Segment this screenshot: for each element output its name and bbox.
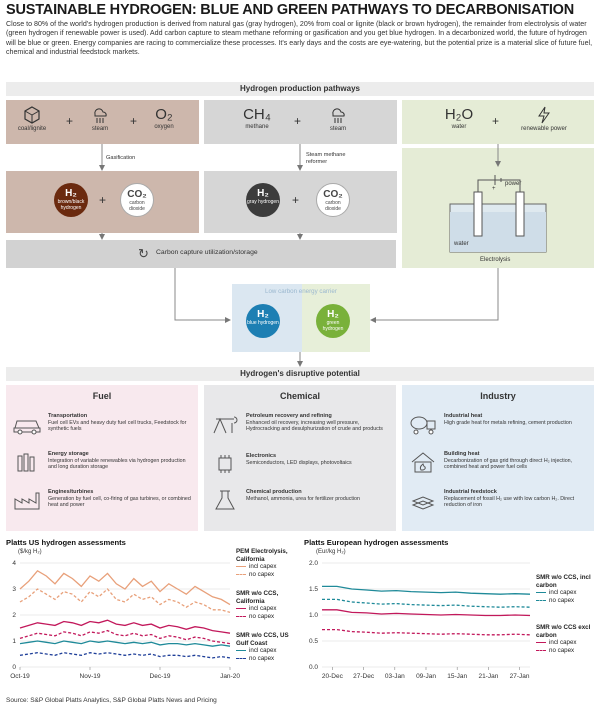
use-industrial-feedstock: Industrial feedstock Replacement of fossil H₂ use with low carbon H₂. Direct reduction of iron: [408, 489, 590, 511]
water-label: water: [454, 241, 469, 247]
legend-swatch: [236, 566, 246, 567]
low-carbon-heading: Low carbon energy carrier: [265, 288, 337, 295]
series-line: [20, 589, 230, 612]
smr-label: Steam methane reformer: [306, 152, 346, 165]
use-building-heat: Building heat Decarbonization of gas grid through direct H₂ injection, combined heat and power fuel cells: [408, 451, 590, 473]
plus-sign: +: [66, 114, 74, 128]
us-legend-pem: PEM Electrolysis, California incl capex no capex: [236, 548, 288, 578]
pathways-heading: Hydrogen production pathways: [6, 82, 594, 96]
us-legend-smr-ca: SMR w/o CCS, California incl capex no capex: [236, 590, 279, 620]
series-line: [322, 610, 530, 616]
y-tick-label: 0: [12, 664, 16, 671]
y-tick-label: 0.5: [308, 638, 318, 645]
page-title: SUSTAINABLE HYDROGEN: BLUE AND GREEN PATHWAYS TO DECARBONISATION: [6, 2, 575, 18]
eu-chart-unit: (Eur/kg H₂): [316, 549, 346, 555]
plus-sign: +: [294, 114, 302, 128]
legend-swatch: [536, 600, 546, 601]
legend-swatch: [536, 642, 546, 643]
use-petroleum: Petroleum recovery and refining Enhanced oil recovery, increasing well pressure, Hydrocracking and desulphurization of crude and products: [210, 413, 392, 435]
legend-swatch: [236, 650, 246, 651]
house-heat-icon: [408, 451, 438, 473]
x-tick-label: Dec-19: [149, 673, 171, 680]
eu-legend-incl-carbon: SMR w/o CCS, incl carbon incl capex no capex: [536, 574, 591, 604]
series-line: [20, 641, 230, 646]
electrolysis-inputs-box: [402, 100, 594, 144]
x-tick-label: 15-Jan: [447, 673, 468, 680]
series-line: [322, 599, 530, 607]
intro-text: Close to 80% of the world's hydrogen production is derived from natural gas (gray hydrogen), 20% from coal or lignite (black or brown hydrogen), the remainder from electrolysis of water (green hydrogen if renewable power is used). Add carbon capture to steam methane reforming or gasification and you get blue hydrogen. In a decarbonized world, the future of hydrogen will be blue or green. Energy companies are racing to commercialize these processes. It's early days and the costs are eye-watering, but the potential prize is a material slice of future fuel, chemical and industrial feedstock markets.: [6, 20, 593, 57]
series-line: [20, 653, 230, 658]
gasification-label: Gasification: [106, 155, 136, 161]
series-line: [20, 620, 230, 633]
ccus-label: Carbon capture utilization/storage: [156, 249, 258, 256]
x-tick-label: 20-Dec: [321, 673, 343, 680]
battery-icon: [12, 451, 42, 473]
legend-swatch: [536, 592, 546, 593]
y-tick-label: 0.0: [308, 664, 318, 671]
recycle-icon: ↻: [138, 246, 149, 261]
use-chemical-production: Chemical production Methanol, ammonia, urea for fertilizer production: [210, 489, 392, 511]
y-tick-label: 1.5: [308, 586, 318, 593]
methane-input: CH₄ methane: [243, 106, 271, 130]
legend-swatch: [236, 574, 246, 575]
x-tick-label: 09-Jan: [416, 673, 436, 680]
y-tick-label: 2: [12, 612, 16, 619]
potential-heading: Hydrogen's disruptive potential: [6, 367, 594, 381]
x-tick-label: Oct-19: [10, 673, 30, 680]
us-hydrogen-chart: [4, 555, 240, 690]
chip-icon: [210, 453, 240, 475]
renewable-power-input: renewable power: [506, 106, 582, 132]
coal-input: coal/lignite: [10, 106, 54, 132]
coal-inputs-box: [6, 100, 199, 144]
x-tick-label: 03-Jan: [384, 673, 405, 680]
y-tick-label: 3: [12, 586, 16, 593]
y-tick-label: 2.0: [308, 560, 318, 567]
x-tick-label: 27-Jan: [509, 673, 530, 680]
lightning-icon: [537, 106, 551, 124]
us-legend-smr-gulf: SMR w/o CCS, US Gulf Coast incl capex no capex: [236, 632, 289, 662]
chemical-panel: [204, 385, 396, 531]
industry-panel: [402, 385, 594, 531]
electrolysis-label: Electrolysis: [480, 257, 511, 263]
car-icon: [12, 413, 42, 435]
legend-swatch: [236, 616, 246, 617]
series-line: [20, 631, 230, 644]
green-hydrogen-circle: H₂ green hydrogen: [316, 304, 350, 338]
y-tick-label: 4: [12, 560, 16, 567]
electrolysis-cell-icon: [402, 162, 594, 262]
steam-input: steam: [80, 106, 120, 132]
water-input: H₂O water: [444, 106, 474, 130]
electrolysis-box: [402, 148, 594, 268]
svg-text:+: +: [492, 186, 496, 192]
factory-icon: [12, 489, 42, 511]
plus-sign: +: [492, 114, 500, 128]
x-tick-label: Jan-20: [220, 673, 240, 680]
y-tick-label: 1.0: [308, 612, 318, 619]
use-industrial-heat: Industrial heat High grade heat for metals refining, cement production: [408, 413, 590, 435]
legend-swatch: [236, 608, 246, 609]
steam-icon: [91, 106, 109, 124]
us-chart-unit: ($/kg H₂): [18, 549, 42, 555]
eu-hydrogen-chart: [302, 555, 534, 690]
series-line: [322, 586, 530, 594]
fuel-panel: [6, 385, 198, 531]
legend-swatch: [236, 658, 246, 659]
use-electronics: Electronics Semiconductors, LED displays, photovoltaics: [210, 453, 392, 475]
co2-circle: CO₂ carbon dioxide: [316, 183, 350, 217]
steam-input: steam: [318, 106, 358, 132]
eu-chart-title: Platts European hydrogen assessments: [304, 538, 449, 547]
series-line: [20, 571, 230, 605]
power-label: power: [505, 181, 522, 187]
fuel-title: Fuel: [92, 391, 112, 401]
us-chart-title: Platts US hydrogen assessments: [6, 538, 126, 547]
coal-icon: [23, 106, 41, 124]
cement-truck-icon: [408, 413, 438, 435]
plus-sign: +: [292, 193, 300, 207]
gas-inputs-box: [204, 100, 397, 144]
x-tick-label: 27-Dec: [353, 673, 375, 680]
plus-sign: +: [130, 114, 138, 128]
source-note: Source: S&P Global Platts Analytics, S&P Global Platts News and Pricing: [6, 697, 217, 704]
flask-icon: [210, 489, 240, 511]
gray-hydrogen-circle: H₂ gray hydrogen: [246, 183, 280, 217]
use-engines: Engines/turbines Generation by fuel cell, co-firing of gas turbines, or combined heat and power: [12, 489, 194, 511]
industry-title: Industry: [480, 391, 516, 401]
steam-icon: [329, 106, 347, 124]
series-line: [322, 630, 530, 635]
plus-sign: +: [99, 193, 107, 207]
x-tick-label: 21-Jan: [478, 673, 499, 680]
oxygen-input: O₂ oxygen: [154, 106, 174, 130]
brown-hydrogen-circle: H₂ brown/black hydrogen: [54, 183, 88, 217]
gas-outputs-box: [204, 171, 397, 233]
y-tick-label: 1: [12, 638, 16, 645]
x-tick-label: Nov-19: [79, 673, 101, 680]
ccus-bar: [6, 240, 396, 268]
iron-bars-icon: [408, 489, 438, 511]
legend-swatch: [536, 650, 546, 651]
co2-circle: CO₂ carbon dioxide: [120, 183, 154, 217]
use-transportation: Transportation Fuel cell EVs and heavy duty fuel cell trucks, Feedstock for synthetic fuels: [12, 413, 194, 435]
eu-legend-excl-carbon: SMR w/o CCS excl carbon incl capex no capex: [536, 624, 591, 654]
oil-pump-icon: [210, 413, 240, 435]
chemical-title: Chemical: [279, 391, 321, 401]
coal-outputs-box: [6, 171, 199, 233]
use-energy-storage: Energy storage Integration of variable renewables via hydrogen production and long duration storage: [12, 451, 194, 473]
blue-hydrogen-circle: H₂ blue hydrogen: [246, 304, 280, 338]
